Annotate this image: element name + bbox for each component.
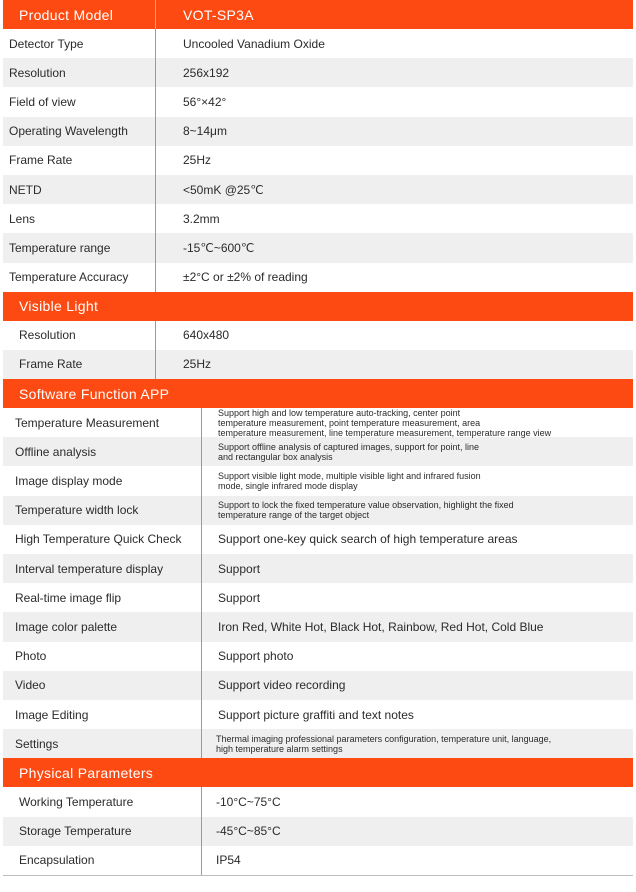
row-label: Detector Type xyxy=(9,36,84,51)
table-row xyxy=(3,437,633,466)
spec-section xyxy=(3,29,633,292)
spec-sheet xyxy=(3,0,633,876)
table-row xyxy=(3,350,633,379)
header-spacer xyxy=(201,758,633,787)
row-value: <50mK @25℃ xyxy=(155,175,633,204)
table-row xyxy=(3,58,633,87)
row-label: Field of view xyxy=(9,94,76,109)
value-line: temperature measurement, point temperature measurement, area xyxy=(218,417,481,428)
row-value: -15℃~600℃ xyxy=(155,233,633,262)
row-value: 25Hz xyxy=(155,350,633,379)
section-title: Software Function APP xyxy=(19,385,170,402)
row-value: Support one-key quick search of high temperature areas xyxy=(201,525,633,554)
value-line: Support high and low temperature auto-tracking, center point xyxy=(218,407,461,418)
table-row xyxy=(3,263,633,292)
table-row xyxy=(3,29,633,58)
row-label: Temperature range xyxy=(9,240,111,255)
value-line: Support visible light mode, multiple visible light and infrared fusion xyxy=(218,471,481,482)
table-row xyxy=(3,642,633,671)
row-value: Support photo xyxy=(201,642,633,671)
row-value xyxy=(201,437,633,466)
table-row xyxy=(3,233,633,262)
row-label: Interval temperature display xyxy=(15,561,164,576)
table-row xyxy=(3,146,633,175)
table-row xyxy=(3,700,633,729)
row-label: Operating Wavelength xyxy=(9,124,128,139)
row-value: -10°C~75°C xyxy=(201,787,633,816)
value-line: Support to lock the fixed temperature value observation, highlight the fixed xyxy=(218,500,514,511)
value-line: temperature measurement, line temperature measurement, temperature range view xyxy=(218,427,552,438)
value-line: and rectangular box analysis xyxy=(218,451,333,462)
value-line: temperature range of the target object xyxy=(218,510,370,521)
row-value: -45°C~85°C xyxy=(201,817,633,846)
row-label: Photo xyxy=(15,649,47,664)
row-label: NETD xyxy=(9,182,42,197)
row-label: Frame Rate xyxy=(19,357,83,372)
header-spacer xyxy=(155,292,633,321)
row-value xyxy=(201,729,633,758)
value-line: Thermal imaging professional parameters configuration, temperature unit, language, xyxy=(216,733,552,744)
software-section xyxy=(3,408,633,758)
table-row xyxy=(3,204,633,233)
table-row xyxy=(3,787,633,816)
value-line: Support offline analysis of captured images, support for point, line xyxy=(218,441,479,452)
row-value xyxy=(201,496,633,525)
table-bottom-border xyxy=(3,875,633,876)
row-label: Image color palette xyxy=(15,619,118,634)
product-model-label: Product Model xyxy=(19,6,114,23)
row-label: Real-time image flip xyxy=(15,590,122,605)
product-model-value: VOT-SP3A xyxy=(155,0,633,29)
row-value xyxy=(201,408,633,437)
table-row xyxy=(3,554,633,583)
row-value: Iron Red, White Hot, Black Hot, Rainbow, Red Hot, Cold Blue xyxy=(201,612,633,641)
row-value: 256x192 xyxy=(155,58,633,87)
row-label: Temperature width lock xyxy=(15,503,139,518)
value-line: mode, single infrared mode display xyxy=(218,481,358,492)
physical-section xyxy=(3,787,633,875)
row-label: Offline analysis xyxy=(15,444,97,459)
table-row xyxy=(3,671,633,700)
header-spacer xyxy=(201,379,633,408)
table-row xyxy=(3,846,633,875)
row-label: Image display mode xyxy=(15,474,123,489)
row-label: Image Editing xyxy=(15,707,89,722)
table-row xyxy=(3,496,633,525)
row-value: 56°×42° xyxy=(155,87,633,116)
row-value: Uncooled Vanadium Oxide xyxy=(155,29,633,58)
product-model-header xyxy=(3,0,633,29)
row-value xyxy=(201,466,633,495)
table-row xyxy=(3,321,633,350)
row-value: 640x480 xyxy=(155,321,633,350)
row-value: Support xyxy=(201,583,633,612)
table-row xyxy=(3,612,633,641)
row-label: Encapsulation xyxy=(19,853,95,868)
value-line: high temperature alarm settings xyxy=(216,743,343,754)
section-title: Physical Parameters xyxy=(19,764,154,781)
row-label: Storage Temperature xyxy=(19,824,132,839)
table-row xyxy=(3,175,633,204)
software-header xyxy=(3,379,633,408)
row-label: Settings xyxy=(15,736,59,751)
row-label: Resolution xyxy=(19,328,76,343)
section-title: Visible Light xyxy=(19,298,99,315)
row-label: Frame Rate xyxy=(9,153,73,168)
row-value: Support video recording xyxy=(201,671,633,700)
table-row xyxy=(3,87,633,116)
row-value: 3.2mm xyxy=(155,204,633,233)
table-row xyxy=(3,466,633,495)
row-label: High Temperature Quick Check xyxy=(15,532,182,547)
table-row xyxy=(3,583,633,612)
row-label: Resolution xyxy=(9,65,66,80)
visible-light-header xyxy=(3,292,633,321)
row-value: IP54 xyxy=(201,846,633,875)
row-label: Temperature Measurement xyxy=(15,415,160,430)
row-label: Video xyxy=(15,678,46,693)
row-value: Support picture graffiti and text notes xyxy=(201,700,633,729)
visible-light-section xyxy=(3,321,633,379)
row-value: 25Hz xyxy=(155,146,633,175)
row-value: ±2°C or ±2% of reading xyxy=(155,263,633,292)
table-row xyxy=(3,525,633,554)
table-row xyxy=(3,729,633,758)
row-value: 8~14μm xyxy=(155,117,633,146)
table-row xyxy=(3,817,633,846)
physical-header xyxy=(3,758,633,787)
table-row xyxy=(3,117,633,146)
row-label: Lens xyxy=(9,211,36,226)
row-label: Working Temperature xyxy=(19,794,134,809)
table-row xyxy=(3,408,633,437)
row-label: Temperature Accuracy xyxy=(9,270,129,285)
row-value: Support xyxy=(201,554,633,583)
